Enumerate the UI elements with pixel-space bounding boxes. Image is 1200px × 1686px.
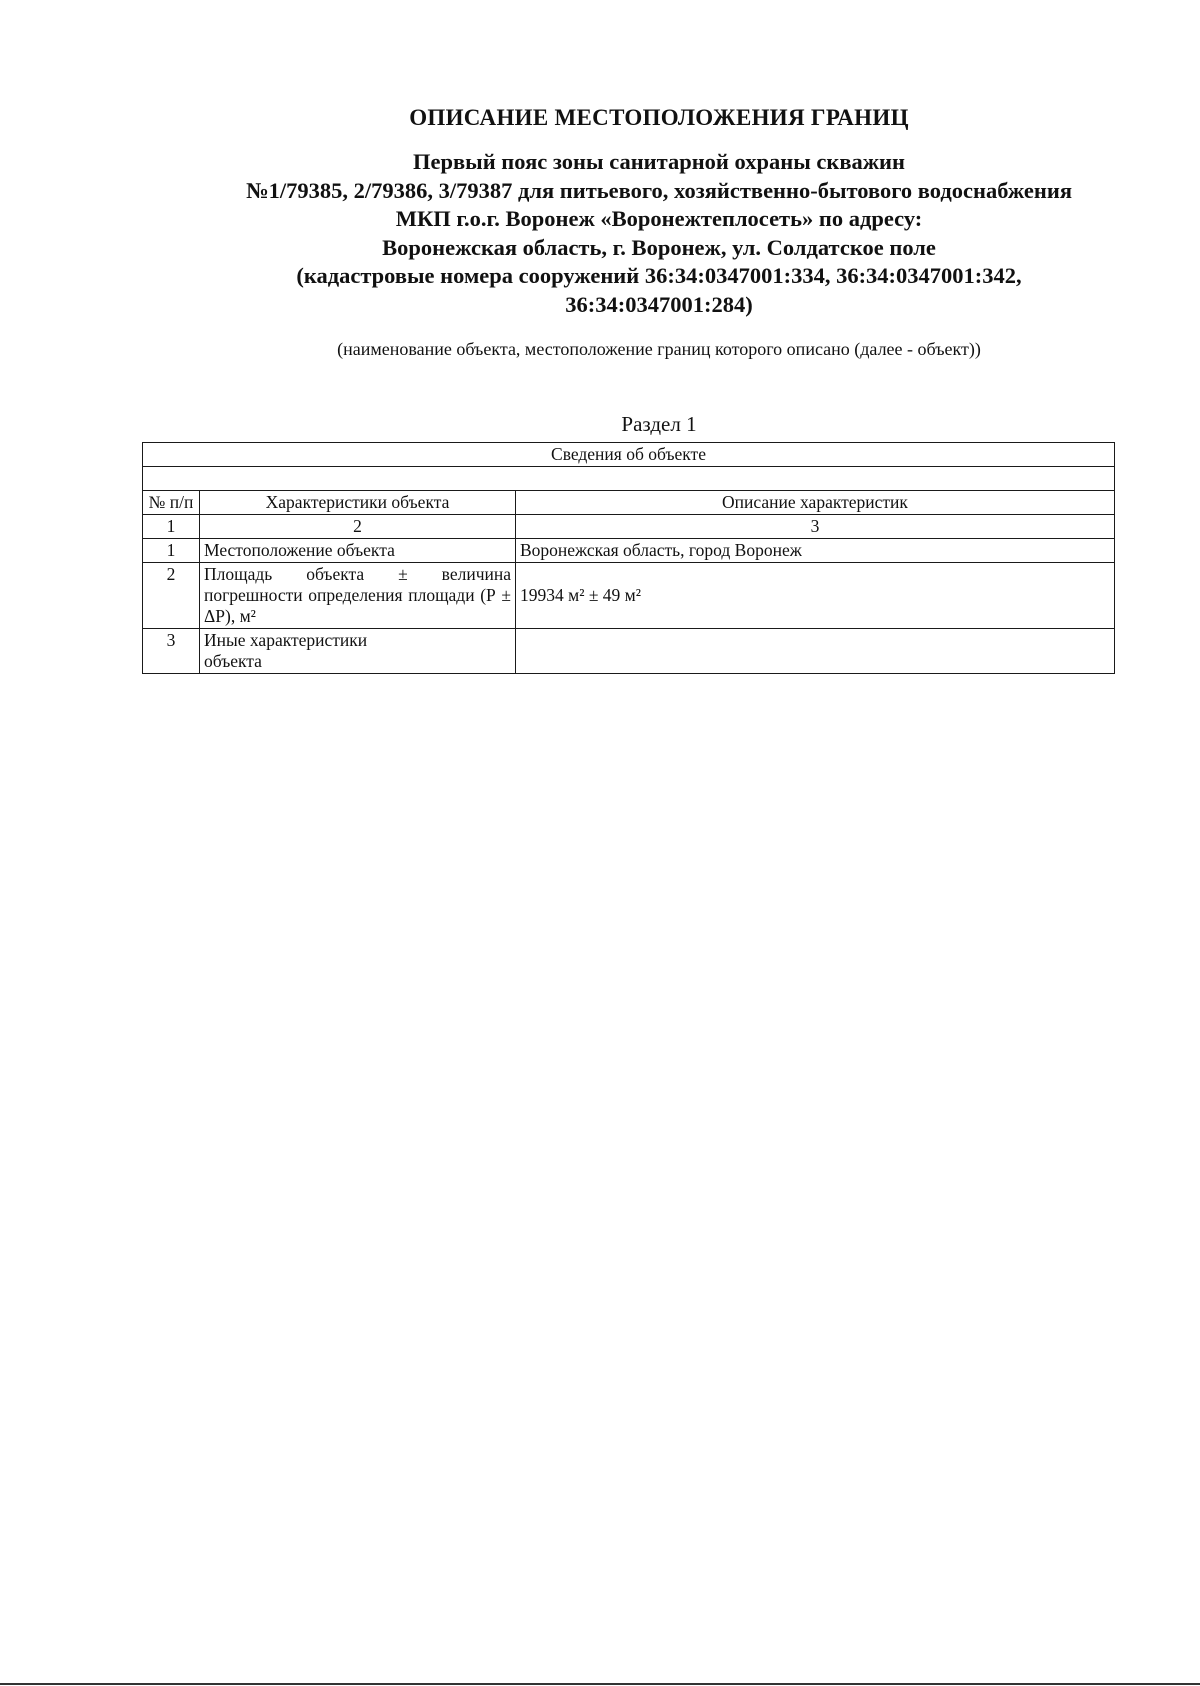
document-title: ОПИСАНИЕ МЕСТОПОЛОЖЕНИЯ ГРАНИЦ <box>409 105 909 130</box>
row-description: Воронежская область, город Воронеж <box>516 539 1115 563</box>
heading-line: 36:34:0347001:284) <box>565 291 753 317</box>
row-description <box>516 629 1115 674</box>
row-number: 1 <box>143 539 200 563</box>
row-description: 19934 м² ± 49 м² <box>516 563 1115 629</box>
object-info-table <box>142 442 1115 674</box>
page-bottom-edge <box>0 1683 1200 1685</box>
row-characteristic: Местоположение объекта <box>200 539 516 563</box>
row-number: 3 <box>143 629 200 674</box>
heading-line: МКП г.о.г. Воронеж «Воронежтеплосеть» по адресу: <box>395 206 923 231</box>
row-number: 2 <box>143 563 200 629</box>
header-description: Описание характеристик <box>516 491 1115 515</box>
table-spacer-cell <box>143 467 1115 491</box>
table-title: Сведения об объекте <box>143 443 1115 467</box>
column-number: 2 <box>200 515 516 539</box>
table-title-row <box>143 443 1115 467</box>
table-row <box>143 539 1115 563</box>
object-heading <box>130 148 1188 319</box>
header-number: № п/п <box>143 491 200 515</box>
heading-line: Первый пояс зоны санитарной охраны скважин <box>413 149 905 174</box>
heading-line: №1/79385, 2/79386, 3/79387 для питьевого, хозяйственно-бытового водоснабжения <box>246 177 1072 203</box>
heading-line: (кадастровые номера сооружений 36:34:0347001:334, 36:34:0347001:342, <box>296 263 1022 288</box>
column-number-row <box>143 515 1115 539</box>
section-title: Раздел 1 <box>621 412 697 436</box>
row-characteristic: Иные характеристики объекта <box>200 629 516 674</box>
table-header-row <box>143 491 1115 515</box>
table-row <box>143 629 1115 674</box>
column-number: 1 <box>143 515 200 539</box>
row-characteristic: Площадь объекта ± величина погрешности определения площади (Р ± ΔР), м² <box>200 563 516 629</box>
object-caption: (наименование объекта, местоположение границ которого описано (далее - объект)) <box>337 339 981 359</box>
column-number: 3 <box>516 515 1115 539</box>
heading-line: Воронежская область, г. Воронеж, ул. Солдатское поле <box>382 234 936 260</box>
header-characteristic: Характеристики объекта <box>200 491 516 515</box>
table-spacer-row <box>143 467 1115 491</box>
table-row <box>143 563 1115 629</box>
